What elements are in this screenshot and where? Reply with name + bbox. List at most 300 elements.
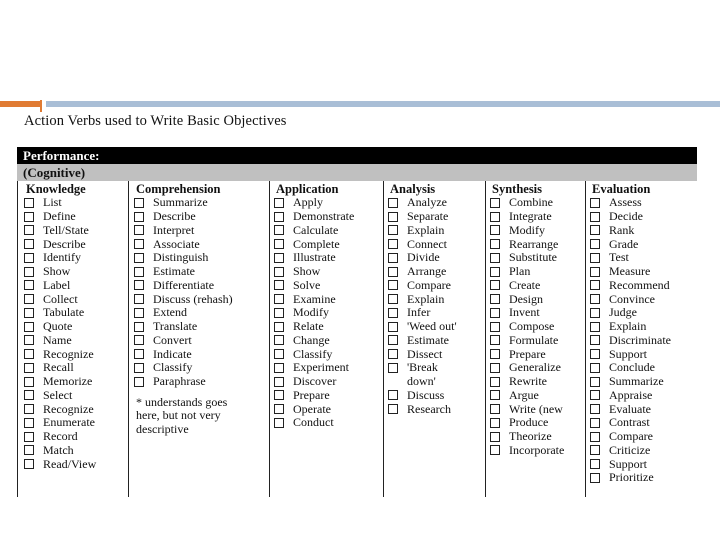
checkbox-icon[interactable]: [490, 390, 500, 400]
verb-item: [274, 237, 382, 251]
verb-item: [274, 389, 382, 403]
cognitive-header: (Cognitive): [17, 164, 697, 181]
checkbox-icon[interactable]: [24, 239, 34, 249]
verb-item: [490, 237, 583, 251]
verb-item: [134, 292, 266, 306]
verb-label: Discriminate: [609, 332, 671, 347]
checkbox-icon[interactable]: [590, 459, 600, 469]
verb-label: Recognize: [43, 401, 94, 416]
verb-item: [490, 334, 583, 348]
verb-item: [274, 251, 382, 265]
verb-item: [24, 265, 126, 279]
evaluation-column: [590, 182, 696, 485]
checkbox-icon[interactable]: [134, 349, 144, 359]
checkbox-icon[interactable]: [490, 349, 500, 359]
verb-label: Extend: [153, 305, 187, 320]
verb-item: [24, 334, 126, 348]
verb-label: Conclude: [609, 360, 655, 375]
verb-label: Judge: [609, 305, 637, 320]
verb-item: [274, 416, 382, 430]
title-accent-tick: [40, 100, 42, 112]
verb-item: [134, 265, 266, 279]
verb-label: Recommend: [609, 277, 670, 292]
checkbox-icon[interactable]: [274, 280, 284, 290]
verb-item: [388, 320, 483, 334]
column-heading: Evaluation: [592, 182, 651, 196]
column-divider: [269, 181, 270, 497]
checkbox-icon[interactable]: [490, 198, 500, 208]
verb-label: Arrange: [407, 264, 447, 279]
checkbox-icon[interactable]: [388, 349, 398, 359]
verb-label: Memorize: [43, 374, 93, 389]
performance-header: Performance:: [17, 147, 697, 164]
verb-item: [590, 375, 696, 389]
checkbox-icon[interactable]: [24, 308, 34, 318]
checkbox-icon[interactable]: [388, 198, 398, 208]
verb-item: [24, 416, 126, 430]
verb-label: Substitute: [509, 250, 558, 265]
verb-item: [590, 210, 696, 224]
verb-item: [590, 361, 696, 375]
checkbox-icon[interactable]: [274, 212, 284, 222]
checkbox-icon[interactable]: [24, 225, 34, 235]
verb-label: Tabulate: [43, 305, 85, 320]
verb-item: [24, 306, 126, 320]
verb-label: List: [43, 195, 62, 210]
checkbox-icon[interactable]: [274, 418, 284, 428]
verb-item: [590, 196, 696, 210]
checkbox-icon[interactable]: [490, 363, 500, 373]
verb-label: Support: [609, 346, 648, 361]
verb-label: Explain: [407, 291, 445, 306]
checkbox-icon[interactable]: [274, 253, 284, 263]
verb-item: [490, 196, 583, 210]
verb-label: Decide: [609, 209, 643, 224]
checkbox-icon[interactable]: [274, 308, 284, 318]
verb-label: Dissect: [407, 346, 443, 361]
comprehension-column: [134, 182, 266, 437]
checkbox-icon[interactable]: [590, 239, 600, 249]
verb-item: [388, 389, 483, 403]
checkbox-icon[interactable]: [490, 445, 500, 455]
verb-label: Divide: [407, 250, 440, 265]
checkbox-icon[interactable]: [274, 404, 284, 414]
checkbox-icon[interactable]: [590, 253, 600, 263]
checkbox-icon[interactable]: [490, 253, 500, 263]
checkbox-icon[interactable]: [388, 294, 398, 304]
verb-label: Write (new: [509, 401, 563, 416]
verb-label: Prepare: [293, 387, 330, 402]
column-heading: Knowledge: [26, 182, 86, 196]
checkbox-icon[interactable]: [134, 280, 144, 290]
checkbox-icon[interactable]: [24, 198, 34, 208]
verb-label: Summarize: [153, 195, 208, 210]
checkbox-icon[interactable]: [490, 418, 500, 428]
verb-item: [590, 430, 696, 444]
verb-item: [134, 347, 266, 361]
verb-item: [590, 402, 696, 416]
verb-label: Test: [609, 250, 629, 265]
verb-item: [24, 251, 126, 265]
checkbox-icon[interactable]: [24, 267, 34, 277]
verb-label: Explain: [407, 222, 445, 237]
checkbox-icon[interactable]: [24, 418, 34, 428]
analysis-column: [388, 182, 483, 416]
verb-label: Produce: [509, 415, 549, 430]
checkbox-icon[interactable]: [134, 363, 144, 373]
verb-label: Demonstrate: [293, 209, 355, 224]
checkbox-icon[interactable]: [134, 267, 144, 277]
checkbox-icon[interactable]: [388, 322, 398, 332]
checkbox-icon[interactable]: [134, 253, 144, 263]
verb-label: Change: [293, 332, 330, 347]
verb-item: [490, 416, 583, 430]
verb-item: [134, 279, 266, 293]
verb-label: Define: [43, 209, 76, 224]
verb-label: Enumerate: [43, 415, 95, 430]
application-column: [274, 182, 382, 430]
verb-item: [24, 224, 126, 238]
verb-label: Record: [43, 429, 78, 444]
verb-label: Assess: [609, 195, 642, 210]
verb-item: [134, 210, 266, 224]
verb-label: Classify: [293, 346, 333, 361]
checkbox-icon[interactable]: [590, 404, 600, 414]
checkbox-icon[interactable]: [590, 294, 600, 304]
verb-item: [274, 361, 382, 375]
verb-item: [490, 279, 583, 293]
verb-item: [388, 224, 483, 238]
verb-item: [274, 292, 382, 306]
verb-item: [590, 320, 696, 334]
checkbox-icon[interactable]: [388, 308, 398, 318]
checkbox-icon[interactable]: [274, 239, 284, 249]
checkbox-icon[interactable]: [590, 390, 600, 400]
verb-item: [134, 361, 266, 375]
verb-label: Convert: [153, 332, 192, 347]
checkbox-icon[interactable]: [24, 212, 34, 222]
note-line: descriptive: [136, 422, 189, 437]
checkbox-icon[interactable]: [590, 445, 600, 455]
verb-label: Separate: [407, 209, 449, 224]
verb-label: 'Weed out': [407, 319, 457, 334]
synthesis-column: [490, 182, 583, 457]
verb-item: [24, 347, 126, 361]
verb-item: [274, 334, 382, 348]
title-accent-orange: [0, 101, 42, 107]
checkbox-icon[interactable]: [490, 377, 500, 387]
verb-item: [274, 402, 382, 416]
checkbox-icon[interactable]: [24, 294, 34, 304]
checkbox-icon[interactable]: [134, 294, 144, 304]
checkbox-icon[interactable]: [490, 432, 500, 442]
knowledge-column: [24, 182, 126, 471]
title-accent-bar: [46, 101, 720, 107]
column-heading: Application: [276, 182, 339, 196]
checkbox-icon[interactable]: [490, 280, 500, 290]
verb-item: [490, 224, 583, 238]
verb-label: 'Break: [407, 360, 438, 375]
verb-item: [590, 251, 696, 265]
checkbox-icon[interactable]: [590, 363, 600, 373]
verb-label: Incorporate: [509, 442, 565, 457]
verb-label: Integrate: [509, 209, 552, 224]
verb-label: Recall: [43, 360, 74, 375]
checkbox-icon[interactable]: [134, 212, 144, 222]
verb-label: Distinguish: [153, 250, 209, 265]
verb-label: Evaluate: [609, 401, 651, 416]
checkbox-icon[interactable]: [274, 363, 284, 373]
verb-label: Rewrite: [509, 374, 547, 389]
verb-label: Calculate: [293, 222, 339, 237]
checkbox-icon[interactable]: [388, 335, 398, 345]
checkbox-icon[interactable]: [490, 267, 500, 277]
verb-item: [274, 196, 382, 210]
verb-label: Recognize: [43, 346, 94, 361]
verb-item: [24, 375, 126, 389]
verb-item: [590, 457, 696, 471]
verb-item: [24, 430, 126, 444]
verb-item: [490, 320, 583, 334]
checkbox-icon[interactable]: [274, 377, 284, 387]
checkbox-icon[interactable]: [490, 294, 500, 304]
verb-item: [590, 292, 696, 306]
checkbox-icon[interactable]: [388, 280, 398, 290]
verb-item: [490, 251, 583, 265]
checkbox-icon[interactable]: [388, 267, 398, 277]
verb-item: [24, 320, 126, 334]
verb-label: Compose: [509, 319, 555, 334]
verb-item: [388, 196, 483, 210]
verb-label: Plan: [509, 264, 531, 279]
verb-label: Criticize: [609, 442, 651, 457]
checkbox-icon[interactable]: [274, 349, 284, 359]
checkbox-icon[interactable]: [134, 198, 144, 208]
checkbox-icon[interactable]: [274, 335, 284, 345]
verb-item: [274, 279, 382, 293]
column-divider: [383, 181, 384, 497]
verb-label: Modify: [293, 305, 329, 320]
verb-item: [388, 306, 483, 320]
verb-label: Discuss (rehash): [153, 291, 233, 306]
checkbox-icon[interactable]: [590, 377, 600, 387]
checkbox-icon[interactable]: [24, 363, 34, 373]
checkbox-icon[interactable]: [590, 418, 600, 428]
verb-label: Match: [43, 442, 74, 457]
checkbox-icon[interactable]: [274, 322, 284, 332]
checkbox-icon[interactable]: [134, 335, 144, 345]
verb-label: Compare: [407, 277, 451, 292]
verb-label: Describe: [153, 209, 196, 224]
verb-label: Operate: [293, 401, 331, 416]
verb-item: [388, 265, 483, 279]
verb-label: Explain: [609, 319, 647, 334]
checkbox-icon[interactable]: [24, 335, 34, 345]
checkbox-icon[interactable]: [590, 225, 600, 235]
checkbox-icon[interactable]: [388, 363, 398, 373]
checkbox-icon[interactable]: [490, 335, 500, 345]
verb-item: [590, 444, 696, 458]
verb-item: [274, 347, 382, 361]
checkbox-icon[interactable]: [590, 335, 600, 345]
verb-item: [274, 210, 382, 224]
column-divider: [485, 181, 486, 497]
verb-label: Appraise: [609, 387, 653, 402]
checkbox-icon[interactable]: [274, 390, 284, 400]
verb-label: Show: [43, 264, 71, 279]
verb-item: [134, 237, 266, 251]
verb-label: Argue: [509, 387, 539, 402]
checkbox-icon[interactable]: [134, 377, 144, 387]
verb-item: [490, 210, 583, 224]
checkbox-icon[interactable]: [490, 212, 500, 222]
checkbox-icon[interactable]: [590, 473, 600, 483]
verb-label: Theorize: [509, 429, 552, 444]
verb-item: [490, 389, 583, 403]
verb-item: [590, 471, 696, 485]
verb-item: [134, 320, 266, 334]
verb-item: [388, 210, 483, 224]
checkbox-icon[interactable]: [388, 212, 398, 222]
verb-label: Name: [43, 332, 72, 347]
checkbox-icon[interactable]: [24, 253, 34, 263]
note-line: * understands goes: [136, 394, 228, 409]
verb-item: [490, 347, 583, 361]
verb-item: [490, 444, 583, 458]
checkbox-icon[interactable]: [24, 322, 34, 332]
checkbox-icon[interactable]: [24, 390, 34, 400]
verb-item: [24, 402, 126, 416]
verb-item: [24, 389, 126, 403]
verb-label: Formulate: [509, 332, 559, 347]
checkbox-icon[interactable]: [388, 239, 398, 249]
verb-label: Illustrate: [293, 250, 336, 265]
note-line: here, but not very: [136, 408, 221, 423]
verb-item: [590, 334, 696, 348]
verb-label: Prepare: [509, 346, 546, 361]
verb-item: [388, 251, 483, 265]
verb-label: Combine: [509, 195, 553, 210]
verb-label: Invent: [509, 305, 540, 320]
checkbox-icon[interactable]: [490, 308, 500, 318]
verb-item: [274, 306, 382, 320]
verb-item: [388, 237, 483, 251]
verb-label: Classify: [153, 360, 193, 375]
checkbox-icon[interactable]: [134, 308, 144, 318]
verb-label: Grade: [609, 236, 639, 251]
document-title: Action Verbs used to Write Basic Objectives: [24, 113, 287, 129]
checkbox-icon[interactable]: [590, 349, 600, 359]
verb-label: Describe: [43, 236, 86, 251]
checkbox-icon[interactable]: [274, 198, 284, 208]
checkbox-icon[interactable]: [134, 239, 144, 249]
checkbox-icon[interactable]: [490, 404, 500, 414]
checkbox-icon[interactable]: [590, 308, 600, 318]
verb-item: [274, 265, 382, 279]
column-heading: Comprehension: [136, 182, 221, 196]
verb-label: Translate: [153, 319, 198, 334]
verb-item: [274, 224, 382, 238]
verb-label: Infer: [407, 305, 431, 320]
verb-item: [590, 224, 696, 238]
column-divider: [128, 181, 129, 497]
verb-item: [490, 402, 583, 416]
verb-item: [24, 292, 126, 306]
checkbox-icon[interactable]: [388, 253, 398, 263]
checkbox-icon[interactable]: [24, 280, 34, 290]
verb-label: Prioritize: [609, 470, 654, 485]
verb-item: [388, 402, 483, 416]
verb-item: [24, 361, 126, 375]
checkbox-icon[interactable]: [590, 432, 600, 442]
checkbox-icon[interactable]: [274, 294, 284, 304]
table-border-left: [17, 181, 18, 497]
checkbox-icon[interactable]: [24, 349, 34, 359]
comprehension-note: [134, 396, 266, 437]
checkbox-icon[interactable]: [590, 280, 600, 290]
verb-item: [388, 375, 483, 389]
verb-item: [490, 375, 583, 389]
checkbox-icon[interactable]: [134, 225, 144, 235]
verb-label: Support: [609, 456, 648, 471]
checkbox-icon[interactable]: [388, 390, 398, 400]
verb-label: Summarize: [609, 374, 664, 389]
verb-label: Measure: [609, 264, 651, 279]
verb-label: Identify: [43, 250, 81, 265]
verb-label: Compare: [609, 429, 653, 444]
checkbox-icon[interactable]: [490, 322, 500, 332]
verb-item: [388, 292, 483, 306]
verb-label: Rank: [609, 222, 635, 237]
verb-label: Modify: [509, 222, 545, 237]
verb-label: Quote: [43, 319, 73, 334]
verb-label: Analyze: [407, 195, 447, 210]
verb-label: Connect: [407, 236, 447, 251]
verb-label: Estimate: [407, 332, 449, 347]
verb-item: [388, 361, 483, 375]
checkbox-icon[interactable]: [274, 225, 284, 235]
verb-item: [590, 347, 696, 361]
checkbox-icon[interactable]: [274, 267, 284, 277]
checkbox-icon[interactable]: [134, 322, 144, 332]
verb-label: Design: [509, 291, 543, 306]
verb-label: Associate: [153, 236, 200, 251]
checkbox-icon[interactable]: [388, 225, 398, 235]
verb-label: Apply: [293, 195, 323, 210]
checkbox-icon[interactable]: [24, 445, 34, 455]
column-heading: Synthesis: [492, 182, 543, 196]
verb-label: Research: [407, 401, 451, 416]
checkbox-icon[interactable]: [490, 239, 500, 249]
checkbox-icon[interactable]: [590, 267, 600, 277]
verb-label: Read/View: [43, 456, 97, 471]
checkbox-icon[interactable]: [490, 225, 500, 235]
checkbox-icon[interactable]: [388, 404, 398, 414]
verb-label: Show: [293, 264, 321, 279]
checkbox-icon[interactable]: [24, 432, 34, 442]
checkbox-icon[interactable]: [590, 212, 600, 222]
column-divider: [585, 181, 586, 497]
checkbox-icon[interactable]: [24, 404, 34, 414]
checkbox-icon[interactable]: [24, 377, 34, 387]
verb-item: [590, 306, 696, 320]
verb-item: [24, 196, 126, 210]
checkbox-icon[interactable]: [590, 322, 600, 332]
checkbox-icon[interactable]: [590, 198, 600, 208]
checkbox-icon[interactable]: [24, 459, 34, 469]
verb-item: [24, 237, 126, 251]
verb-item: [490, 306, 583, 320]
